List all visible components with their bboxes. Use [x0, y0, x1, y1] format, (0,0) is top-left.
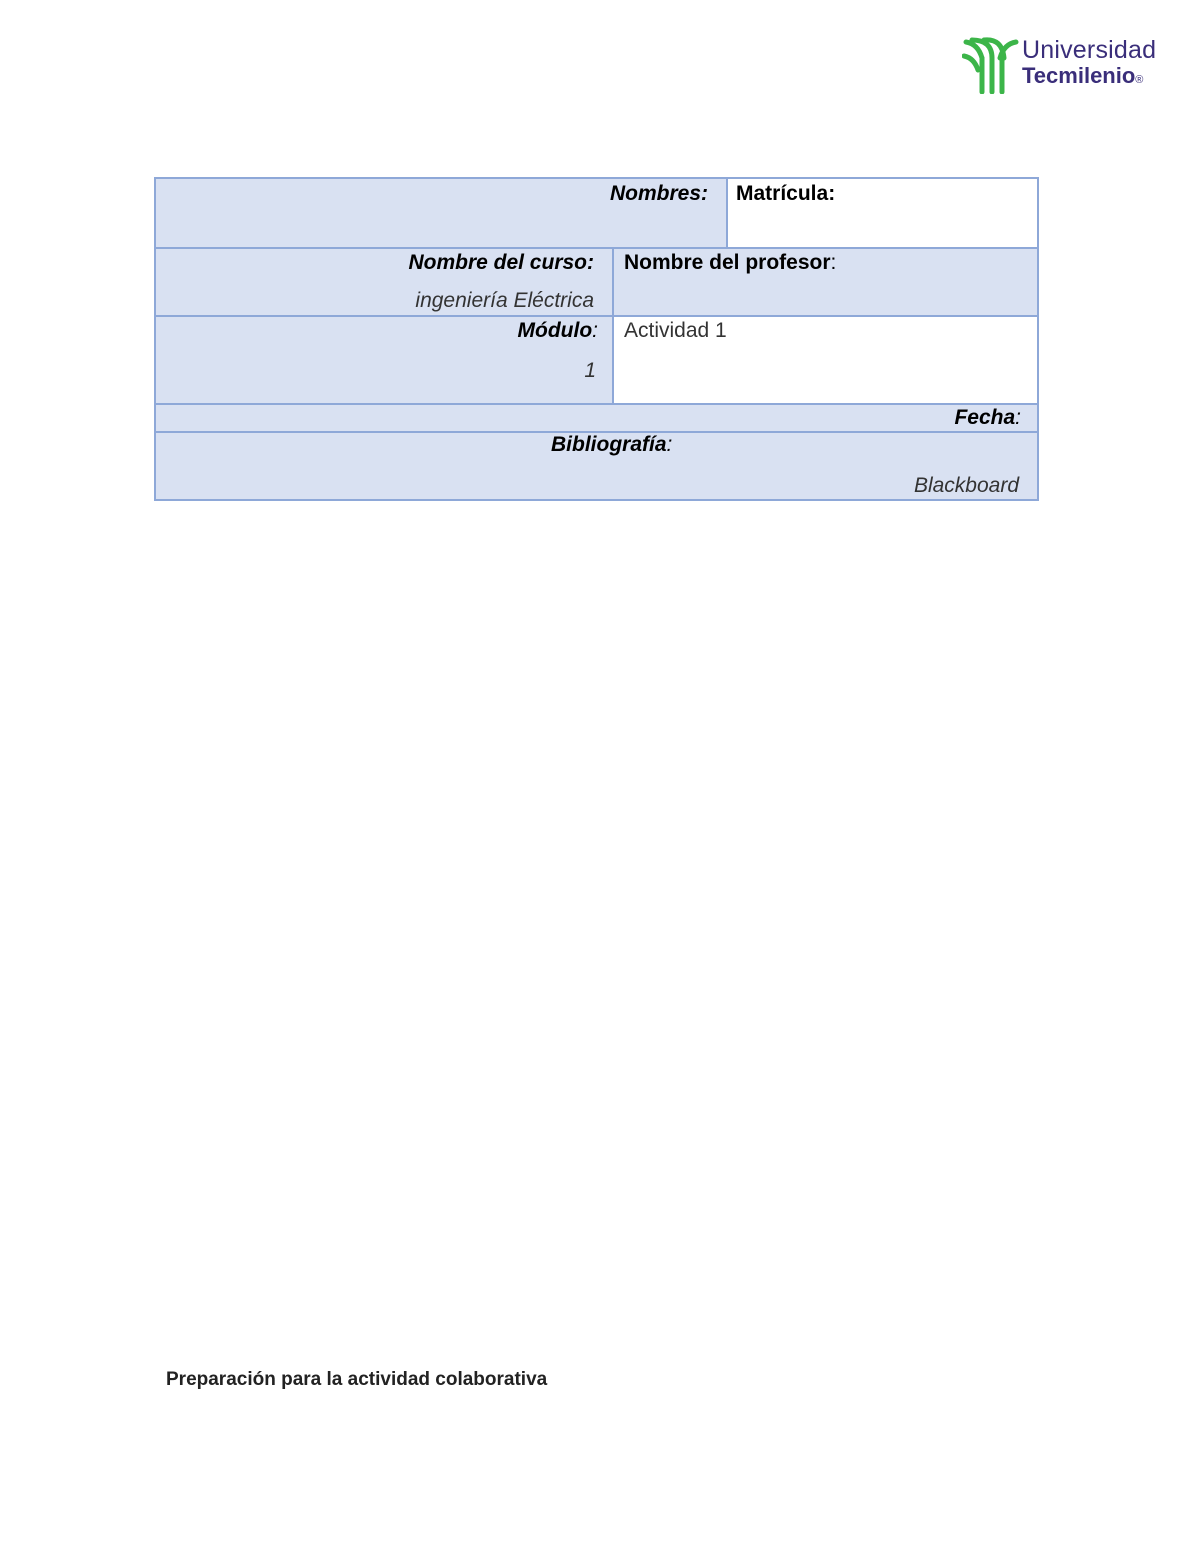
fecha-colon: :	[1015, 406, 1021, 429]
matricula-cell[interactable]	[728, 179, 1037, 247]
nombres-label: Nombres:	[609, 182, 708, 205]
nombres-cell	[156, 179, 726, 247]
actividad-value: Actividad 1	[624, 319, 727, 342]
bibliografia-label: Bibliografía	[551, 433, 667, 456]
bibliografia-value: Blackboard	[913, 474, 1019, 497]
tecmilenio-leaf-icon	[962, 36, 1020, 94]
university-logo	[962, 36, 1172, 96]
curso-cell	[156, 249, 612, 315]
modulo-value: 1	[584, 359, 596, 382]
profesor-cell[interactable]	[614, 249, 1037, 315]
curso-label: Nombre del curso:	[408, 251, 594, 274]
section-title: Preparación para la actividad colaborativa	[166, 1369, 548, 1390]
matricula-label: Matrícula:	[736, 182, 836, 205]
logo-line1: Universidad	[1022, 36, 1157, 64]
registered-mark: ®	[1135, 74, 1144, 86]
student-info-table	[154, 177, 1039, 501]
fecha-cell[interactable]	[156, 405, 1037, 431]
modulo-colon: :	[592, 319, 598, 342]
actividad-cell[interactable]	[614, 317, 1037, 403]
profesor-label: Nombre del profesor	[624, 251, 831, 274]
bibliografia-cell	[156, 433, 1037, 499]
fecha-label: Fecha	[954, 406, 1016, 429]
modulo-cell	[156, 317, 612, 403]
logo-line2: Tecmilenio	[1022, 63, 1136, 88]
curso-value: ingeniería Eléctrica	[415, 289, 594, 312]
bibliografia-colon: :	[666, 433, 673, 456]
profesor-colon: :	[830, 251, 837, 274]
modulo-label: Módulo	[517, 319, 593, 342]
